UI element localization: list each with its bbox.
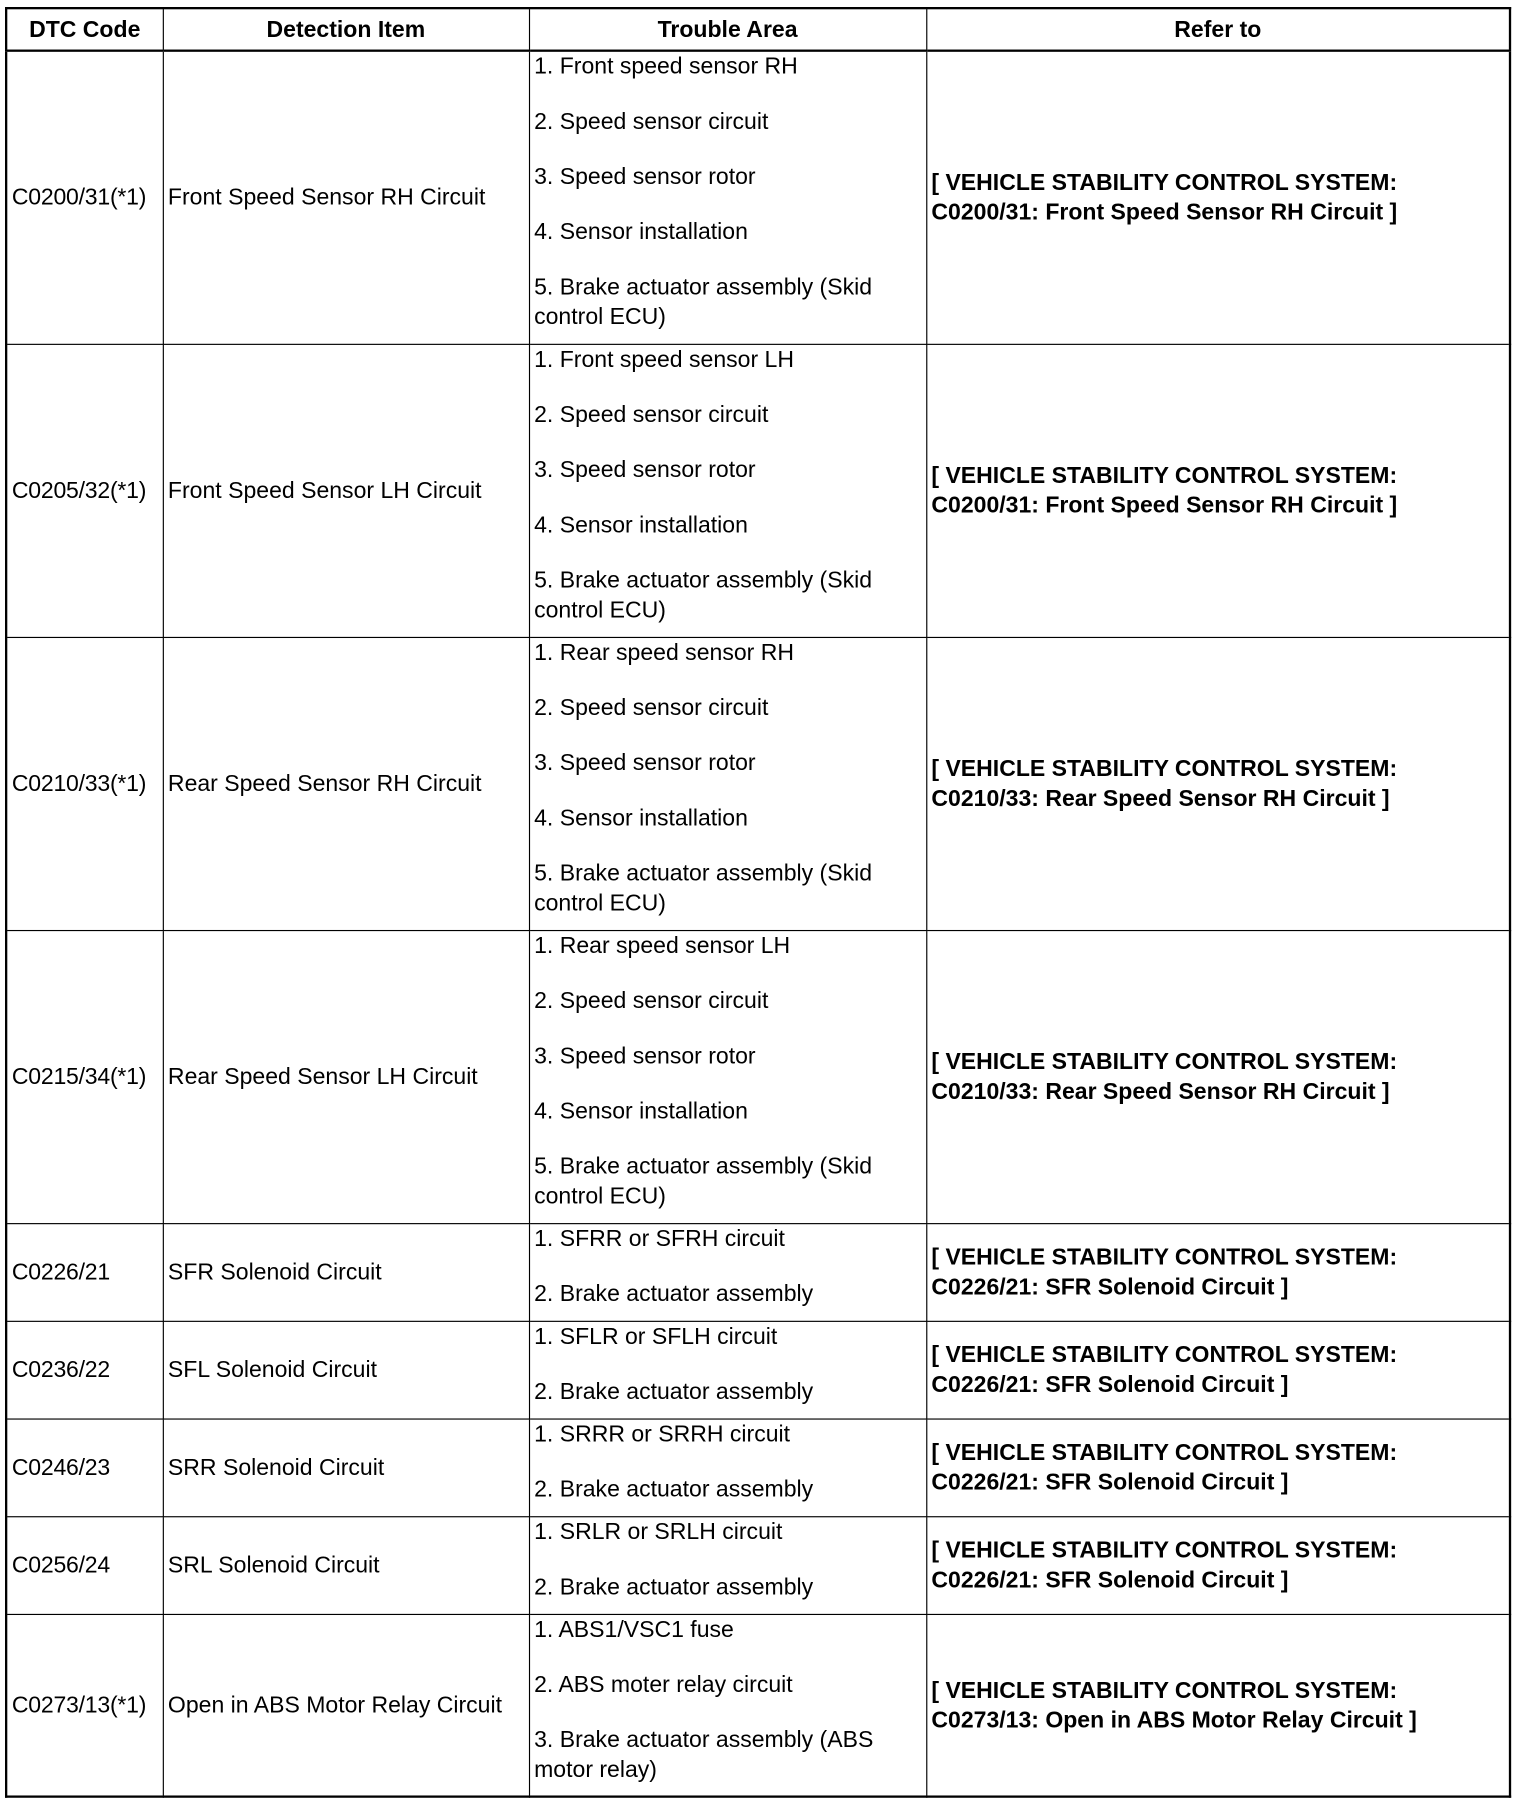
- dtc-code-cell: C0273/13(*1): [6, 1614, 163, 1796]
- detection-item-cell: SRL Solenoid Circuit: [163, 1517, 529, 1615]
- detection-item-cell: SFR Solenoid Circuit: [163, 1224, 529, 1322]
- refer-system-line: [ VEHICLE STABILITY CONTROL SYSTEM:: [931, 756, 1398, 782]
- detection-item-cell: Open in ABS Motor Relay Circuit: [163, 1614, 529, 1796]
- detection-item-cell: Front Speed Sensor RH Circuit: [163, 51, 529, 345]
- trouble-area-item: 1. Rear speed sensor LH: [534, 933, 791, 959]
- trouble-area-item: 1. SRRR or SRRH circuit: [534, 1421, 791, 1448]
- refer-dtc-line: C0210/33: Rear Speed Sensor RH Circuit ]: [931, 786, 1390, 812]
- detection-item-cell: Front Speed Sensor LH Circuit: [163, 344, 529, 637]
- table-row: [6, 1321, 1510, 1419]
- trouble-area-item: 1. SFLR or SFLH circuit: [534, 1324, 778, 1350]
- table-row: [6, 1419, 1510, 1517]
- trouble-area-item: 1. Front speed sensor LH: [534, 347, 794, 373]
- dtc-code-cell: C0246/23: [6, 1419, 163, 1517]
- trouble-area-item: 4. Sensor installation: [534, 512, 748, 539]
- dtc-table: [5, 7, 1511, 1798]
- refer-dtc-line: C0226/21: SFR Solenoid Circuit ]: [931, 1567, 1289, 1594]
- refer-dtc-line: C0210/33: Rear Speed Sensor RH Circuit ]: [931, 1079, 1390, 1105]
- table-row: [6, 1224, 1510, 1322]
- refer-system-line: [ VEHICLE STABILITY CONTROL SYSTEM:: [931, 1538, 1398, 1564]
- trouble-area-item: 3. Brake actuator assembly (ABS motor relay): [534, 1727, 874, 1783]
- trouble-area-item: 1. Rear speed sensor RH: [534, 640, 794, 666]
- refer-to-cell: [926, 1224, 1510, 1322]
- trouble-area-item: 2. Brake actuator assembly: [534, 1379, 814, 1405]
- trouble-area-item: 3. Speed sensor rotor: [534, 1043, 756, 1070]
- trouble-area-item: 4. Sensor installation: [534, 219, 748, 245]
- refer-system-line: [ VEHICLE STABILITY CONTROL SYSTEM:: [931, 1244, 1398, 1271]
- trouble-area-item: 2. Brake actuator assembly: [534, 1574, 814, 1601]
- trouble-area-item: 2. Brake actuator assembly: [534, 1281, 814, 1307]
- detection-item-cell: SRR Solenoid Circuit: [163, 1419, 529, 1517]
- trouble-area-item: 1. SFRR or SFRH circuit: [534, 1226, 785, 1252]
- trouble-area-item: 4. Sensor installation: [534, 1098, 748, 1125]
- refer-to-cell: [926, 51, 1510, 345]
- table-row: [6, 931, 1510, 1224]
- trouble-area-item: 2. Speed sensor circuit: [534, 988, 769, 1014]
- trouble-area-item: 5. Brake actuator assembly (Skid control ECU): [534, 1154, 873, 1210]
- header-trouble-area: Trouble Area: [529, 8, 926, 51]
- refer-system-line: [ VEHICLE STABILITY CONTROL SYSTEM:: [931, 1440, 1398, 1466]
- trouble-area-cell: [529, 1321, 926, 1419]
- trouble-area-cell: [529, 1517, 926, 1615]
- refer-dtc-line: C0200/31: Front Speed Sensor RH Circuit ]: [931, 493, 1398, 519]
- trouble-area-cell: [529, 1419, 926, 1517]
- table-header-row: [6, 8, 1510, 51]
- refer-to-cell: [926, 1517, 1510, 1615]
- table-row: [6, 344, 1510, 637]
- trouble-area-item: 3. Speed sensor rotor: [534, 457, 756, 483]
- trouble-area-cell: [529, 344, 926, 637]
- header-dtc-code: DTC Code: [6, 8, 163, 51]
- refer-system-line: [ VEHICLE STABILITY CONTROL SYSTEM:: [931, 1342, 1398, 1368]
- dtc-code-cell: C0226/21: [6, 1224, 163, 1322]
- table-row: [6, 51, 1510, 345]
- dtc-code-cell: C0205/32(*1): [6, 344, 163, 637]
- refer-to-cell: [926, 931, 1510, 1224]
- header-detection-item: Detection Item: [163, 8, 529, 51]
- trouble-area-item: 5. Brake actuator assembly (Skid control ECU): [534, 861, 873, 917]
- refer-dtc-line: C0226/21: SFR Solenoid Circuit ]: [931, 1470, 1289, 1496]
- detection-item-cell: SFL Solenoid Circuit: [163, 1321, 529, 1419]
- refer-dtc-line: C0273/13: Open in ABS Motor Relay Circuit ]: [931, 1707, 1417, 1733]
- trouble-area-item: 2. Brake actuator assembly: [534, 1477, 814, 1503]
- dtc-code-cell: C0210/33(*1): [6, 637, 163, 930]
- refer-to-cell: [926, 1321, 1510, 1419]
- table-row: [6, 637, 1510, 930]
- refer-to-cell: [926, 344, 1510, 637]
- trouble-area-cell: [529, 1614, 926, 1796]
- table-row: [6, 1614, 1510, 1796]
- dtc-code-cell: C0256/24: [6, 1517, 163, 1615]
- trouble-area-item: 3. Speed sensor rotor: [534, 750, 756, 776]
- trouble-area-item: 2. Speed sensor circuit: [534, 695, 769, 721]
- trouble-area-item: 1. SRLR or SRLH circuit: [534, 1519, 783, 1545]
- refer-to-cell: [926, 1614, 1510, 1796]
- trouble-area-item: 5. Brake actuator assembly (Skid control ECU): [534, 567, 873, 624]
- trouble-area-item: 4. Sensor installation: [534, 805, 748, 832]
- header-refer-to: Refer to: [926, 8, 1510, 51]
- trouble-area-cell: [529, 1224, 926, 1322]
- dtc-code-cell: C0236/22: [6, 1321, 163, 1419]
- refer-system-line: [ VEHICLE STABILITY CONTROL SYSTEM:: [931, 1049, 1398, 1075]
- refer-system-line: [ VEHICLE STABILITY CONTROL SYSTEM:: [931, 1677, 1398, 1703]
- trouble-area-item: 2. Speed sensor circuit: [534, 109, 769, 135]
- dtc-code-cell: C0215/34(*1): [6, 931, 163, 1224]
- detection-item-cell: Rear Speed Sensor RH Circuit: [163, 637, 529, 930]
- refer-system-line: [ VEHICLE STABILITY CONTROL SYSTEM:: [931, 170, 1398, 196]
- trouble-area-item: 2. Speed sensor circuit: [534, 402, 769, 428]
- trouble-area-cell: [529, 931, 926, 1224]
- trouble-area-item: 1. ABS1/VSC1 fuse: [534, 1617, 734, 1643]
- table-row: [6, 1517, 1510, 1615]
- trouble-area-item: 3. Speed sensor rotor: [534, 164, 756, 190]
- dtc-code-cell: C0200/31(*1): [6, 51, 163, 345]
- trouble-area-cell: [529, 51, 926, 345]
- refer-dtc-line: C0200/31: Front Speed Sensor RH Circuit ]: [931, 200, 1398, 226]
- refer-dtc-line: C0226/21: SFR Solenoid Circuit ]: [931, 1274, 1289, 1301]
- detection-item-cell: Rear Speed Sensor LH Circuit: [163, 931, 529, 1224]
- refer-to-cell: [926, 637, 1510, 930]
- trouble-area-item: 5. Brake actuator assembly (Skid control ECU): [534, 274, 873, 330]
- trouble-area-item: 2. ABS moter relay circuit: [534, 1672, 793, 1698]
- trouble-area-cell: [529, 637, 926, 930]
- refer-system-line: [ VEHICLE STABILITY CONTROL SYSTEM:: [931, 463, 1398, 489]
- dtc-document: [5, 7, 1520, 1798]
- refer-dtc-line: C0226/21: SFR Solenoid Circuit ]: [931, 1372, 1289, 1398]
- trouble-area-item: 1. Front speed sensor RH: [534, 54, 798, 80]
- refer-to-cell: [926, 1419, 1510, 1517]
